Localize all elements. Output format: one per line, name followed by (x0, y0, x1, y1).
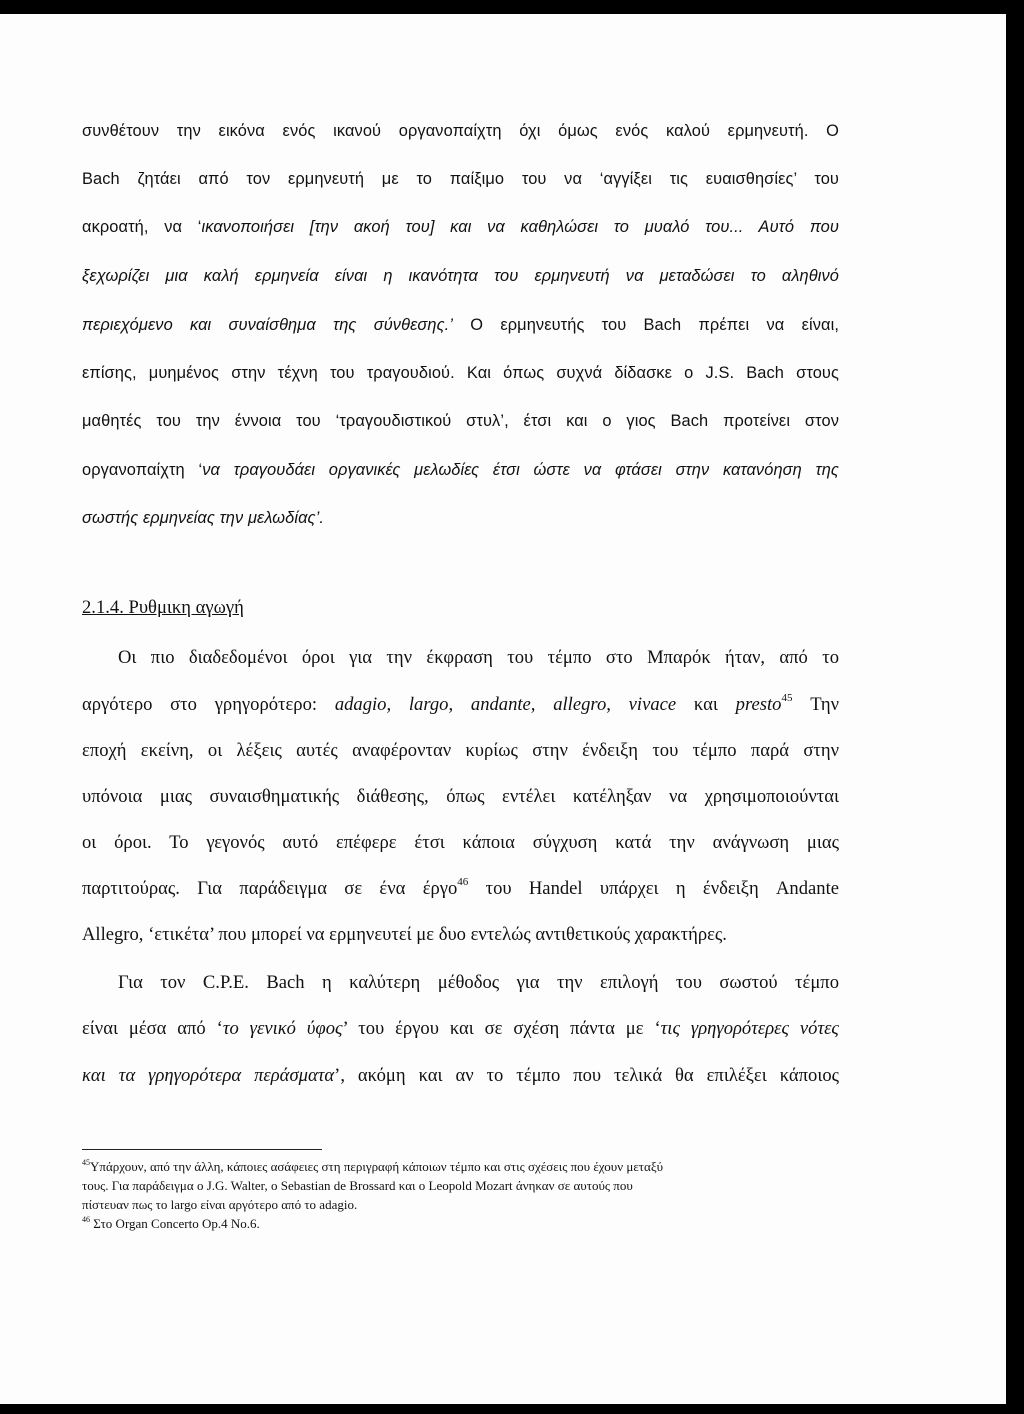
section-line-6-b: του Handel υπάρχει η ένδειξη Andante (468, 878, 839, 899)
section-line-2 (82, 693, 839, 717)
section-line-9-b: το γενικό ύφος (222, 1018, 343, 1039)
section-line-9-d: τις γρηγορότερες νότες (660, 1018, 839, 1039)
body-line-8-upright: οργανοπαίχτη ‘ (82, 461, 203, 479)
body-line-3-upright: ακροατή, να ‘ (82, 218, 202, 236)
section-line-2-terms: adagio, largo, andante, allegro, vivace (334, 694, 677, 715)
section-line-2-c: και (676, 694, 736, 715)
section-line-2-a: αργότερο στο γρηγορότερο: (82, 694, 335, 715)
section-line-10-b: ’, ακόμη και αν το τέμπο που τελικά θα επιλέξει κάποιος (334, 1065, 839, 1086)
body-line-8-italic: να τραγουδάει οργανικές μελωδίες έτσι ώστε να φτάσει στην κατανόηση της (202, 461, 839, 479)
footnote-ref-46: 46 (457, 875, 469, 888)
section-line-2-presto: presto (735, 694, 782, 715)
section-line-9-c: ’ του έργου και σε σχέση πάντα με ‘ (342, 1018, 661, 1039)
section-heading: 2.1.4. Ρυθμικη αγωγή (82, 597, 244, 618)
footnote-45-line-3: πίστευαν πως το largo είναι αργότερο από το adagio. (82, 1197, 358, 1212)
body-line-5-italic: περιεχόμενο και συναίσθημα της σύνθεσης.’ (82, 316, 454, 334)
footnote-separator (82, 1149, 322, 1150)
footnote-45-line-1 (82, 1158, 839, 1175)
footnote-46-text: Στο Organ Concerto Op.4 No.6. (90, 1216, 260, 1231)
body-line-1: συνθέτουν την εικόνα ενός ικανού οργανοπαίχτη όχι όμως ενός καλού ερμηνευτή. Ο (82, 122, 839, 140)
section-line-4: υπόνοια μιας συναισθηματικής διάθεσης, όπως εντέλει κατέληξαν να χρησιμοποιούνται (82, 786, 839, 807)
section-line-6-a: παρτιτούρας. Για παράδειγμα σε ένα έργο (82, 878, 458, 899)
section-line-10-a: και τα γρηγορότερα περάσματα (82, 1065, 335, 1086)
body-line-2: Bach ζητάει από τον ερμηνευτή με το παίξιμο του να ‘αγγίξει τις ευαισθησίες’ του (82, 170, 839, 188)
footnote-46 (82, 1215, 839, 1232)
section-line-8: Για τον C.P.E. Bach η καλύτερη μέθοδος για την επιλογή του σωστού τέμπο (118, 972, 839, 993)
footnote-45-line-2: τους. Για παράδειγμα ο J.G. Walter, ο Sebastian de Brossard και ο Leopold Mozart άνηκαν σε αυτούς που (82, 1178, 633, 1193)
footnote-ref-45: 45 (781, 691, 793, 704)
footnote-45-text-1: Υπάρχουν, από την άλλη, κάποιες ασάφειες στη περιγραφή κάποιων τέμπο και στις σχέσεις που έχουν μεταξύ (90, 1159, 664, 1174)
scan-border-top (0, 0, 1024, 14)
body-line-5-upright: Ο ερμηνευτής του Bach πρέπει να είναι, (453, 316, 839, 334)
body-line-8 (82, 458, 839, 482)
body-line-5 (82, 313, 839, 337)
scan-border-bottom (0, 1404, 1024, 1414)
footnote-number-45: 45 (82, 1157, 90, 1167)
section-line-1: Οι πιο διαδεδομένοι όροι για την έκφραση του τέμπο στο Μπαρόκ ήταν, από το (118, 647, 839, 668)
body-line-3-italic: ικανοποιήσει [την ακοή του] και να καθηλώσει το μυαλό του... Αυτό που (201, 218, 839, 236)
section-line-10 (82, 1064, 839, 1088)
body-line-9: σωστής ερμηνείας την μελωδίας’. (82, 509, 324, 527)
section-line-9 (82, 1017, 839, 1041)
section-line-2-e: Την (792, 694, 840, 715)
section-line-9-a: είναι μέσα από ‘ (82, 1018, 223, 1039)
body-line-6: επίσης, μυημένος στην τέχνη του τραγουδιού. Και όπως συχνά δίδασκε ο J.S. Bach στους (82, 364, 839, 382)
footnote-number-46: 46 (82, 1214, 90, 1224)
body-line-7: μαθητές του την έννοια του ‘τραγουδιστικού στυλ’, έτσι και ο γιος Bach προτείνει στον (82, 412, 839, 430)
section-line-7: Allegro, ‘ετικέτα’ που μπορεί να ερμηνευτεί με δυο εντελώς αντιθετικούς χαρακτήρες. (82, 924, 727, 945)
section-line-3: εποχή εκείνη, οι λέξεις αυτές αναφέρονταν κυρίως στην ένδειξη του τέμπο παρά στην (82, 740, 839, 761)
section-line-5: οι όροι. Το γεγονός αυτό επέφερε έτσι κάποια σύγχυση κατά την ανάγνωση μιας (82, 832, 839, 853)
body-line-4: ξεχωρίζει μια καλή ερμηνεία είναι η ικανότητα του ερμηνευτή να μεταδώσει το αληθινό (82, 267, 839, 285)
body-line-3 (82, 215, 839, 239)
section-line-6 (82, 877, 839, 901)
scan-border-right (1006, 0, 1024, 1414)
